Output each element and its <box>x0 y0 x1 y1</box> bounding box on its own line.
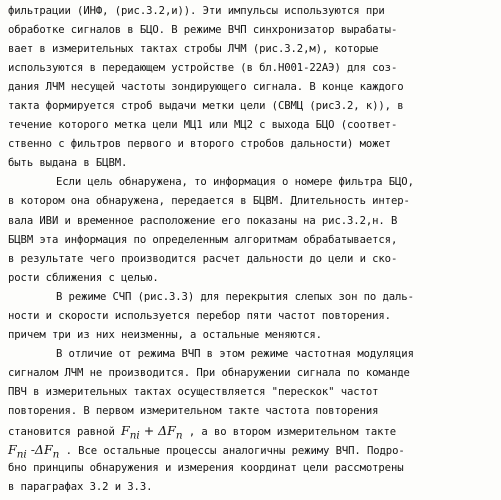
text-line: вает в измерительных тактах стробы ЛЧМ (рис.3.2,м), которые <box>8 43 379 56</box>
text-line: фильтрации (ИНФ, (рис.3.2,и)). Эти импульсы используются при <box>8 5 385 17</box>
text-line: течение которого метка цели МЦ1 или МЦ2 с выхода БЦО (соответ- <box>8 119 398 132</box>
text-line: причем три из них неизменны, а остальные меняются. <box>8 328 322 341</box>
text-line: сигналом ЛЧМ не производится. При обнаружении сигнала по команде <box>8 366 410 379</box>
line-text: . Все остальные процессы аналогичны режиму ВЧП. Подро- <box>65 445 405 458</box>
text-line: В отличие от режима ВЧП в этом режиме частотная модуляция <box>56 347 414 360</box>
text-line: используются в передающем устройстве (в бл.Н001-22АЭ) для соз- <box>8 62 398 75</box>
text-line: БЦВМ эта информация по определенным алгоритмам обрабатывается, <box>8 233 398 246</box>
line-text: , а во втором измерительном такте <box>182 426 397 439</box>
text-line <box>8 440 496 459</box>
formula-fni-plus-delta-fn: $F_{ni} + \Delta F_n$ <box>121 423 183 442</box>
text-line: в котором она обнаружена, передается в БЦВМ. Длительность интер- <box>8 195 410 208</box>
text-line: ственно с фильтров первого и второго стробов дальности) может <box>8 138 391 151</box>
text-line: повторения. В первом измерительном такте частота повторения <box>8 404 379 417</box>
text-line: ности и скорости используется перебор пяти частот повторения. <box>8 309 391 322</box>
text-line: В режиме СЧП (рис.3.3) для перекрытия слепых зон по даль- <box>56 290 414 303</box>
text-line: рости сближения с целью. <box>8 271 159 284</box>
formula-fni-minus-delta-fn: $F_{ni}$ $-\Delta F_n$ <box>8 442 60 461</box>
text-line: Если цель обнаружена, то информация о номере фильтра БЦО, <box>56 176 414 189</box>
text-line: обработке сигналов в БЦО. В режиме ВЧП синхронизатор вырабаты- <box>8 24 398 37</box>
line-text: становится равной <box>8 426 115 439</box>
text-line: в параграфах 3.2 и 3.3. <box>8 481 153 494</box>
text-line: в результате чего производится расчет дальности до цели и ско- <box>8 252 398 265</box>
text-line: вала ИВИ и временное расположение его показаны на рис.3.2,н. В <box>8 214 398 227</box>
text-line: ПВЧ в измерительных тактах осуществляется "перескок" частот <box>8 385 379 398</box>
text-line: такта формируется строб выдачи метки цели (СВМЦ (рис3.2, к)), в <box>8 100 404 113</box>
text-line <box>8 421 496 440</box>
text-line: дания ЛЧМ несущей частоты зондирующего сигнала. В конце каждого <box>8 81 404 94</box>
body-text <box>8 2 496 497</box>
text-line: быть выдана в БЦВМ. <box>8 157 128 170</box>
text-line: бно принципы обнаружения и измерения координат цели рассмотрены <box>8 462 404 475</box>
